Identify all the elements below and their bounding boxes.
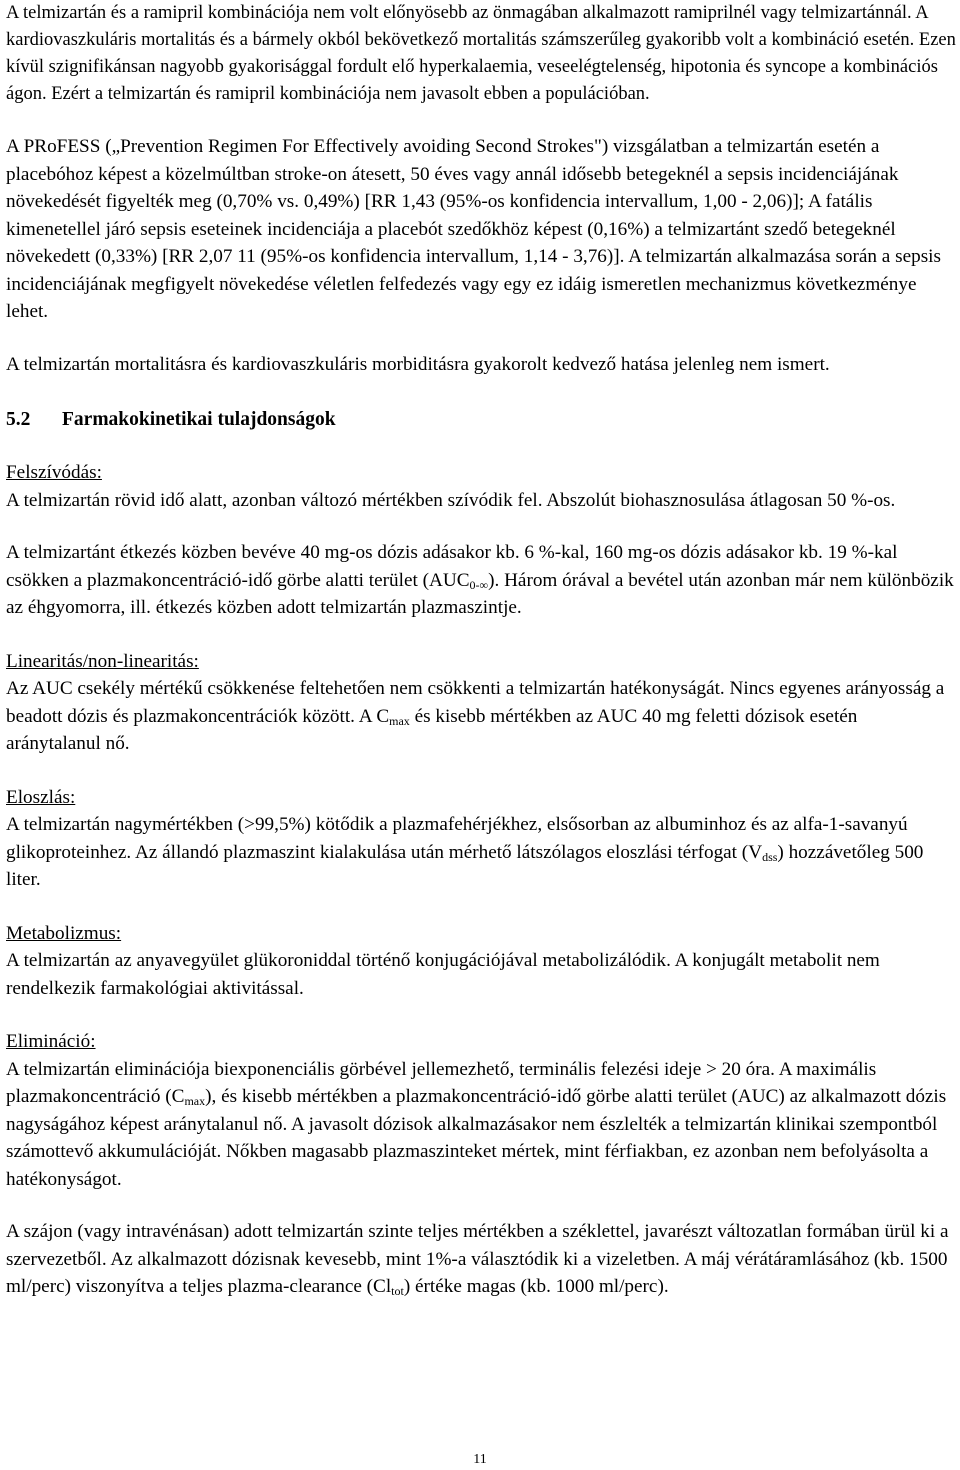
linearity-text-b: és kisebb mértékben az AUC 40 mg feletti dózisok esetén aránytalanul nő. — [6, 705, 858, 754]
absorption-heading: Felszívódás: — [6, 462, 102, 483]
vdss-subscript: dss — [762, 849, 778, 864]
section-title: Farmakokinetikai tulajdonságok — [62, 409, 336, 430]
elimination-text-d: ) értéke magas (kb. 1000 ml/perc). — [403, 1276, 669, 1297]
elimination-paragraph-1 — [6, 1056, 956, 1194]
absorption-text-b: ). Három órával a bevétel után azonban már nem különbözik az éhgyomorra, ill. étkezés közben adott telmizartán plazmaszintje. — [6, 569, 954, 618]
elimination-text-b: ), és kisebb mértékben a plazmakoncentráció-idő görbe alatti terület (AUC) az alkalmazott dózis nagyságához képest aránytalanul nő. A javasolt dózisok alkalmazásakor nem észlelték a telmizartán klinikai szempontból számottevő akkumulációját. Nőkben magasabb plazmaszinteket mértek, mint férfiakban, ez azonban nem befolyásolta a hatékonyságot. — [6, 1086, 947, 1190]
distribution-text-a: A telmizartán nagymértékben (>99,5%) kötődik a plazmafehérjékhez, elsősorban az albuminhoz és az alfa-1-savanyú glikoproteinhez. Az állandó plazmaszint kialakulása után mérhető látszólagos eloszlási térfogat (V — [6, 814, 908, 863]
linearity-paragraph — [6, 675, 956, 758]
auc-subscript: 0-∞ — [469, 577, 489, 592]
section-heading — [6, 406, 956, 433]
distribution-paragraph — [6, 811, 956, 894]
absorption-paragraph-1: A telmizartán rövid idő alatt, azonban változó mértékben szívódik fel. Abszolút biohasznosulása átlagosan 50 %-os. — [6, 489, 896, 511]
distribution-text-b: ) hozzávetőleg 500 liter. — [6, 841, 924, 890]
section-number: 5.2 — [6, 409, 31, 430]
metabolism-paragraph: A telmizartán az anyavegyület glükoroniddal történő konjugációjával metabolizálódik. A konjugált metabolit nem rendelkezik farmakológiai aktivitással. — [6, 950, 880, 999]
linearity-heading: Linearitás/non-linearitás: — [6, 650, 199, 672]
linearity-text-a: Az AUC csekély mértékű csökkenése feltehetően nem csökkenti a telmizartán hatékonyságát. Nincs egyenes arányosság a beadott dózis és plazmakoncentrációk között. A C — [6, 678, 945, 727]
paragraph-combination-results: A telmizartán és a ramipril kombinációja nem volt előnyösebb az önmagában alkalmazott ramiprilnél vagy telmizartánnál. A kardiovaszkuláris mortalitás és a bármely okból bekövetkező mortalitás számszerűleg gyakoribb volt a kombináció esetén. Ezen kívül szignifikánsan nagyobb gyakorisággal fordult elő hyperkalaemia, veseelégtelenség, hipotonia és syncope a kombinációs ágon. Ezért a telmizartán és ramipril kombinációja nem javasolt ebben a populációban. — [6, 3, 956, 104]
page-number: 11 — [473, 1452, 487, 1467]
elimination-paragraph-2 — [6, 1218, 956, 1301]
paragraph-mortality-benefit: A telmizartán mortalitásra és kardiovaszkuláris morbiditásra gyakorolt kedvező hatása jelenleg nem ismert. — [6, 353, 830, 375]
metabolism-heading: Metabolizmus: — [6, 922, 122, 944]
document-page — [6, 0, 956, 1301]
elimination-text-c: A szájon (vagy intravénásan) adott telmizartán szinte teljes mértékben a széklettel, javarészt változatlan formában ürül ki a szervezetből. Az alkalmazott dózisnak kevesebb, mint 1%-a választódik ki a vizeletben. A máj vérátáramlásához (kb. 1500 ml/perc) viszonyítva a teljes plazma-clearance (Cl — [6, 1221, 949, 1297]
elimination-text-a: A telmizartán eliminációja biexponenciális görbével jellemezhető, terminális felezési ideje > 20 óra. A maximális plazmakoncentráció (C — [6, 1058, 877, 1107]
elimination-heading: Elimináció: — [6, 1031, 96, 1052]
distribution-heading: Eloszlás: — [6, 786, 76, 808]
absorption-text-a: A telmizartánt étkezés közben bevéve 40 mg-os dózis adásakor kb. 6 %-kal, 160 mg-os dózis adásakor kb. 19 %-kal csökken a plazmakoncentráció-idő görbe alatti terület (AUC — [6, 542, 898, 591]
paragraph-profess-study: A PRoFESS („Prevention Regimen For Effectively avoiding Second Strokes") vizsgálatban a telmizartán esetén a placebóhoz képest a közelmúltban stroke-on átesett, 50 éves vagy annál idősebb betegeknél a sepsis incidenciájának növekedését figyelték meg (0,70% vs. 0,49%) [RR 1,43 (95%-os konfidencia intervallum, 1,00 - 2,06)]; A fatális kimenetellel járó sepsis eseteinek incidenciája a placebót szedőkhöz képest (0,16%) a telmizartánt szedő betegeknél növekedett (0,33%) [RR 2,07 11 (95%-os konfidencia intervallum, 1,14 - 3,76)]. A telmizartán alkalmazása során a sepsis incidenciájának megfigyelt növekedése véletlen felfedezés vagy egy ez idáig ismeretlen mechanizmus következménye lehet. — [6, 136, 941, 322]
cmax-subscript: max — [184, 1094, 206, 1108]
absorption-paragraph-2 — [6, 539, 956, 622]
cmax-subscript: max — [389, 713, 410, 728]
cltot-subscript: tot — [391, 1284, 404, 1298]
